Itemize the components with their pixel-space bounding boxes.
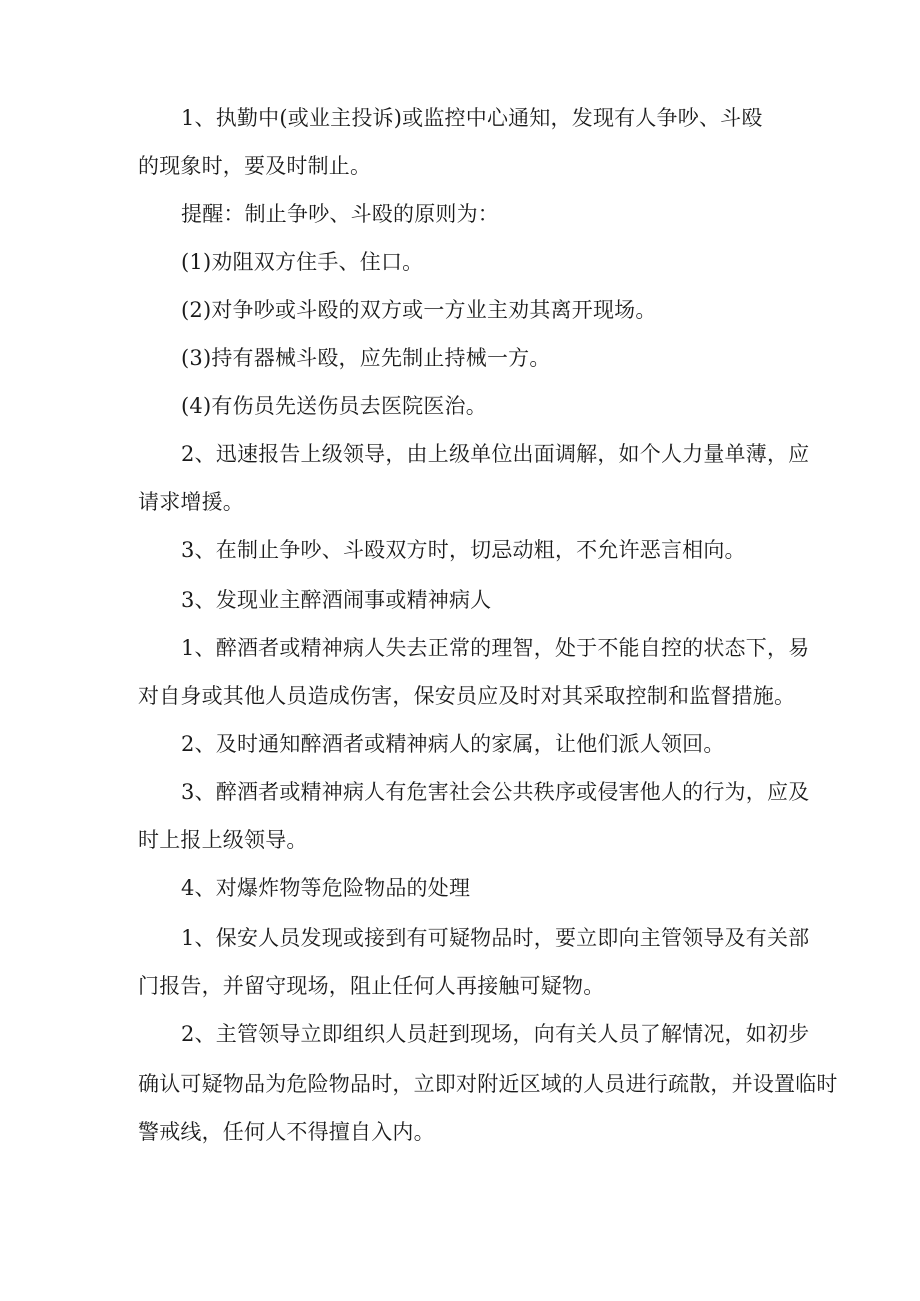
text-line: 2、迅速报告上级领导，由上级单位出面调解，如个人力量单薄，应 bbox=[181, 442, 810, 466]
text-line: 1、醉酒者或精神病人失去正常的理智，处于不能自控的状态下，易 bbox=[181, 636, 810, 660]
section-heading: 4、对爆炸物等危险物品的处理 bbox=[181, 876, 471, 900]
text-line: 提醒：制止争吵、斗殴的原则为： bbox=[181, 202, 499, 226]
text-line: 对自身或其他人员造成伤害，保安员应及时对其采取控制和监督措施。 bbox=[138, 684, 796, 708]
text-line: 1、执勤中(或业主投诉)或监控中心通知，发现有人争吵、斗殴 bbox=[181, 106, 763, 130]
text-line: 请求增援。 bbox=[138, 490, 244, 514]
text-line: 1、保安人员发现或接到有可疑物品时，要立即向主管领导及有关部 bbox=[181, 926, 810, 950]
text-line: (1)劝阻双方住手、住口。 bbox=[181, 250, 424, 274]
text-line: 的现象时，要及时制止。 bbox=[138, 154, 372, 178]
text-line: (4)有伤员先送伤员去医院医治。 bbox=[181, 394, 487, 418]
text-line: (2)对争吵或斗殴的双方或一方业主劝其离开现场。 bbox=[181, 298, 657, 322]
text-line: 3、在制止争吵、斗殴双方时，切忌动粗，不允许恶言相向。 bbox=[181, 538, 746, 562]
text-line: (3)持有器械斗殴，应先制止持械一方。 bbox=[181, 346, 551, 370]
text-line: 2、主管领导立即组织人员赶到现场，向有关人员了解情况，如初步 bbox=[181, 1022, 810, 1046]
text-line: 警戒线，任何人不得擅自入内。 bbox=[138, 1120, 435, 1144]
text-line: 确认可疑物品为危险物品时，立即对附近区域的人员进行疏散，并设置临时 bbox=[138, 1072, 838, 1096]
text-line: 3、醉酒者或精神病人有危害社会公共秩序或侵害他人的行为，应及 bbox=[181, 780, 810, 804]
text-line: 门报告，并留守现场，阻止任何人再接触可疑物。 bbox=[138, 974, 605, 998]
text-line: 2、及时通知醉酒者或精神病人的家属，让他们派人领回。 bbox=[181, 732, 725, 756]
section-heading: 3、发现业主醉酒闹事或精神病人 bbox=[181, 588, 492, 612]
text-line: 时上报上级领导。 bbox=[138, 828, 308, 852]
